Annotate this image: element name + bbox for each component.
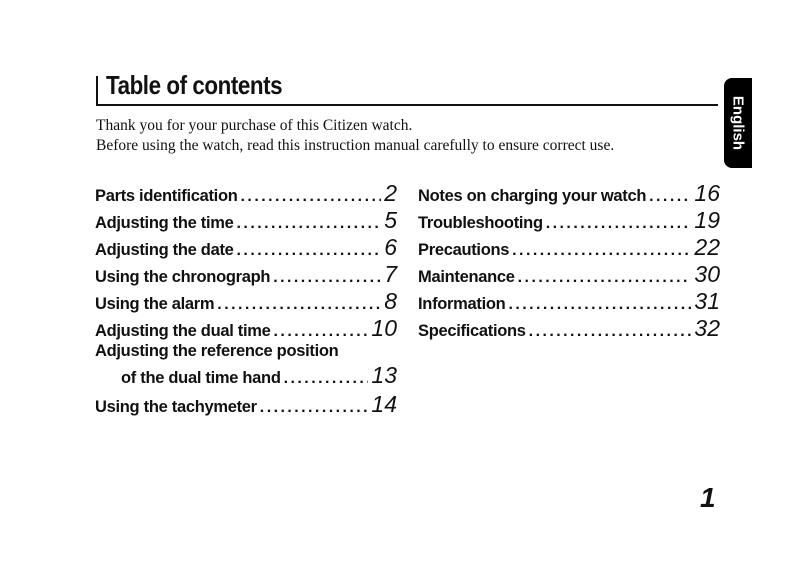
toc-page-number: 14 bbox=[371, 391, 397, 417]
toc-item-adjusting-time[interactable] bbox=[95, 207, 397, 234]
toc-page-number: 5 bbox=[384, 207, 397, 233]
toc-page-number: 2 bbox=[384, 180, 397, 206]
toc-leader-dots bbox=[260, 399, 369, 417]
toc-item-specifications[interactable] bbox=[418, 315, 720, 342]
toc-leader-dots bbox=[512, 242, 691, 260]
toc-page-number: 13 bbox=[371, 362, 397, 388]
toc-page-number: 10 bbox=[371, 315, 397, 341]
toc-item-troubleshooting[interactable] bbox=[418, 207, 720, 234]
toc-page-number: 32 bbox=[694, 315, 720, 341]
title-rule bbox=[96, 104, 718, 106]
toc-leader-dots bbox=[546, 215, 692, 233]
toc-item-parts-identification[interactable] bbox=[95, 180, 397, 207]
toc-page-number: 8 bbox=[384, 288, 397, 314]
toc-item-charging[interactable] bbox=[418, 180, 720, 207]
toc-leader-dots bbox=[518, 269, 692, 287]
toc-label: Using the alarm bbox=[95, 295, 215, 313]
toc-label: Troubleshooting bbox=[418, 214, 543, 232]
toc-label-line-2: of the dual time hand bbox=[121, 369, 281, 387]
toc-item-chronograph[interactable] bbox=[95, 261, 397, 288]
title-rule-tick bbox=[96, 76, 98, 106]
toc-label: Adjusting the date bbox=[95, 241, 234, 259]
toc-leader-dots bbox=[529, 323, 692, 341]
toc-page-number: 31 bbox=[694, 288, 720, 314]
toc-page-number: 30 bbox=[694, 261, 720, 287]
language-tab bbox=[724, 78, 752, 168]
toc-right-column bbox=[418, 180, 720, 342]
toc-leader-dots bbox=[217, 296, 381, 314]
toc-item-information[interactable] bbox=[418, 288, 720, 315]
toc-item-maintenance[interactable] bbox=[418, 261, 720, 288]
toc-label: Precautions bbox=[418, 241, 510, 259]
toc-leader-dots bbox=[273, 269, 381, 287]
toc-label-line-2-row bbox=[95, 362, 397, 389]
page-number: 1 bbox=[700, 482, 716, 513]
toc-label: Parts identification bbox=[95, 187, 238, 205]
toc-item-tachymeter[interactable] bbox=[95, 391, 397, 418]
toc-leader-dots bbox=[237, 215, 382, 233]
toc-leader-dots bbox=[241, 188, 382, 206]
toc-item-adjusting-date[interactable] bbox=[95, 234, 397, 261]
toc-label: Information bbox=[418, 295, 506, 313]
toc-item-precautions[interactable] bbox=[418, 234, 720, 261]
toc-leader-dots bbox=[508, 296, 691, 314]
toc-leader-dots bbox=[237, 242, 382, 260]
toc-item-alarm[interactable] bbox=[95, 288, 397, 315]
language-tab-label: English bbox=[729, 95, 747, 151]
intro-line-2: Before using the watch, read this instruction manual carefully to ensure correct use. bbox=[96, 137, 615, 154]
toc-label-line-1: Adjusting the reference position bbox=[95, 342, 339, 360]
toc-page-number: 22 bbox=[694, 234, 720, 260]
toc-label: Notes on charging your watch bbox=[418, 187, 647, 205]
toc-left-column bbox=[95, 180, 397, 418]
toc-label: Using the chronograph bbox=[95, 268, 271, 286]
toc-leader-dots bbox=[284, 370, 369, 388]
toc-leader-dots bbox=[274, 323, 369, 341]
toc-page-number: 6 bbox=[384, 234, 397, 260]
toc-label: Adjusting the time bbox=[95, 214, 234, 232]
page-title: Table of contents bbox=[106, 70, 283, 100]
toc-page-number: 7 bbox=[384, 261, 397, 287]
toc-label: Specifications bbox=[418, 322, 526, 340]
toc-label: Maintenance bbox=[418, 268, 515, 286]
toc-page-number: 16 bbox=[694, 180, 720, 206]
toc-item-reference-position[interactable] bbox=[95, 342, 397, 389]
intro-line-1: Thank you for your purchase of this Citizen watch. bbox=[96, 117, 413, 134]
toc-item-dual-time[interactable] bbox=[95, 315, 397, 342]
toc-label: Using the tachymeter bbox=[95, 398, 257, 416]
intro-text bbox=[96, 116, 614, 156]
toc-label: Adjusting the dual time bbox=[95, 322, 271, 340]
toc-page-number: 19 bbox=[694, 207, 720, 233]
toc-leader-dots bbox=[649, 188, 691, 206]
